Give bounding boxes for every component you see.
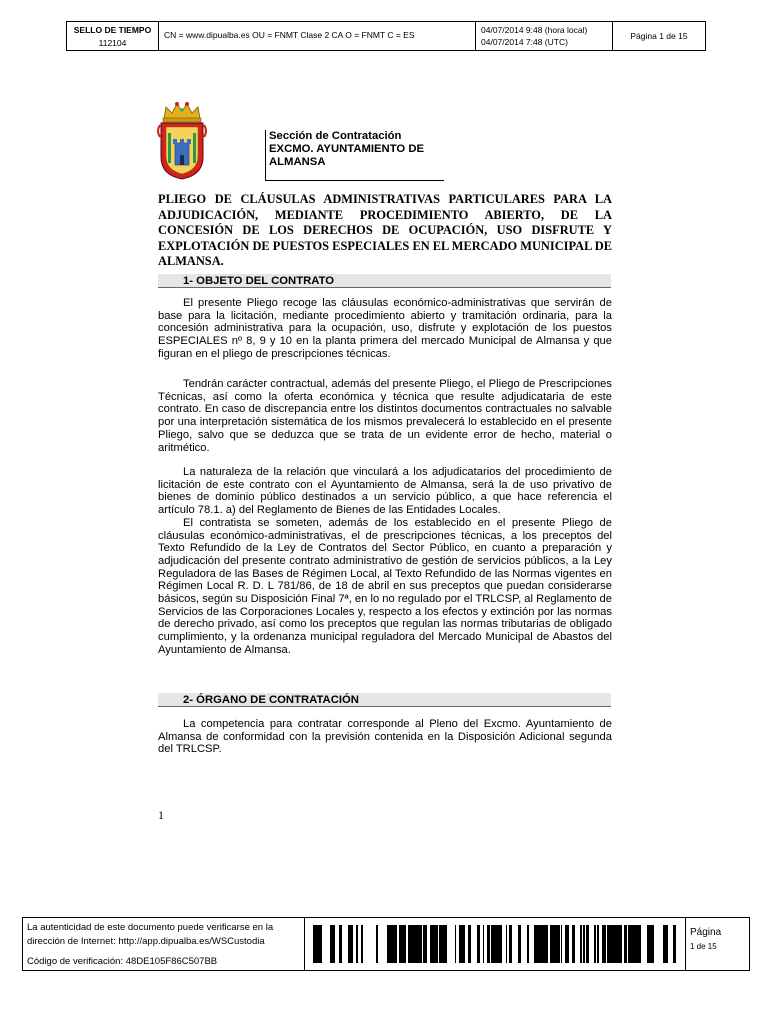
paragraph-text: El contratista se someten, además de los establecido en el presente Pliego de cláusulas económico-administrativas, el de prescripciones técnicas, a los preceptos del Texto Refundido de la Ley de Contratos del Sector Público, en cuanto a preparación y adjudicación del presente contrato administrativo de gestión de servicios públicos, a la Ley Reguladora de las Bases de Régimen Local, al Texto Refundido de las Normas vigentes en Régimen Local R. D. L 781/86, de 18 de abril en sus preceptos que puedan considerarse básicos, según su Disposición Final 7ª, en lo no regulado por el TRLCSP, al Reglamento de Servicios de las Corporaciones Locales y, respecto a los efectos y extinción por las normas de derecho privado, así como los preceptos que regulan las normas tributarias de obligado cumplimiento, y la ordenanza municipal reguladora del Mercado Municipal de Abastos del Ayuntamiento de Almansa. [158, 516, 612, 656]
barcode-bar [493, 925, 494, 963]
barcode-bar [647, 925, 650, 963]
barcode-bar [334, 925, 335, 963]
stamp-page: Página 1 de 15 [630, 31, 688, 41]
verification-footer [22, 917, 750, 971]
barcode-bar [518, 925, 521, 963]
barcode-bar [612, 925, 615, 963]
barcode-bar [673, 925, 674, 963]
barcode-bar [535, 925, 536, 963]
barcode-bar [572, 925, 575, 963]
barcode-bar [421, 925, 422, 963]
barcode-bar [419, 925, 421, 963]
barcode-bar [401, 925, 402, 963]
barcode-bar [439, 925, 440, 963]
barcode-bar [539, 925, 542, 963]
barcode-bar [587, 925, 589, 963]
stamp-time-local: 04/07/2014 9:48 (hora local) [481, 25, 588, 35]
barcode-cell [305, 918, 686, 970]
barcode-bar [487, 925, 488, 963]
barcode-bar [607, 925, 610, 963]
paragraph [158, 718, 612, 756]
barcode-bar [405, 925, 406, 963]
barcode-bar [665, 925, 668, 963]
barcode-bar [624, 925, 627, 963]
stamp-label: SELLO DE TIEMPO [73, 25, 152, 35]
barcode-bar [663, 925, 665, 963]
barcode-bar [319, 925, 322, 963]
stamp-number: 112104 [98, 38, 127, 48]
section-heading-organo: 2- ÓRGANO DE CONTRATACIÓN [158, 693, 611, 707]
verification-code: Código de verificación: 48DE105F86C507BB [27, 956, 218, 967]
barcode-image [311, 925, 677, 963]
barcode-bar [313, 925, 315, 963]
stamp-seal-cell [67, 22, 159, 50]
paragraph-text: El presente Pliego recoge las cláusulas económico-administrativas que servirán de base para la licitación, mediante procedimiento abierto y tramitación ordinaria, para la concesión administrativa para la ocupación, uso, disfrute y explotación de los puestos ESPECIALES nº 8, 9 y 10 en la planta primera del mercado Municipal de Almansa y que figuran en el pliego de prescripciones técnicas. [158, 297, 612, 360]
stamp-times [476, 22, 613, 50]
barcode-bar [455, 925, 456, 963]
stamp-time-utc: 04/07/2014 7:48 (UTC) [481, 37, 568, 47]
barcode-bar [436, 925, 438, 963]
paragraph [158, 378, 612, 454]
barcode-bar [483, 925, 484, 963]
paragraph [158, 297, 612, 361]
barcode-bar [423, 925, 425, 963]
barcode-bar [597, 925, 599, 963]
barcode-bar [566, 925, 569, 963]
barcode-bar [580, 925, 582, 963]
barcode-bar [499, 925, 502, 963]
paragraph-text: Tendrán carácter contractual, además del presente Pliego, el Pliego de Prescripciones Técnicas, así como la oferta económica y técnica que resulte adjudicataria de este contrato. En caso de discrepancia entre los distintos documentos contractuales no salvable por una interpretación sistemática de los mismos prevalecerá lo establecido en el presente Pliego, salvo que se deduzca que se trata de un evidente error de hecho, material o aritmético. [158, 378, 612, 454]
barcode-bar [356, 925, 358, 963]
barcode-bar [506, 925, 507, 963]
barcode-bar [561, 925, 562, 963]
stamp-cn: CN = www.dipualba.es OU = FNMT Clase 2 CA O = FNMT C = ES [159, 22, 476, 50]
barcode-bar [674, 925, 676, 963]
barcode-bar [527, 925, 529, 963]
barcode-bar [496, 925, 499, 963]
barcode-bar [395, 925, 397, 963]
barcode-bar [470, 925, 471, 963]
barcode-bar [463, 925, 465, 963]
barcode-bar [392, 925, 394, 963]
footer-page-label: Página [690, 927, 722, 938]
barcode-bar [331, 925, 334, 963]
barcode-bar [586, 925, 587, 963]
coat-of-arms-logo [156, 101, 208, 181]
barcode-bar [376, 925, 378, 963]
department-line-3: ALMANSA [269, 156, 326, 168]
barcode-bar [542, 925, 545, 963]
barcode-bar [350, 925, 353, 963]
barcode-bar [635, 925, 638, 963]
barcode-bar [629, 925, 632, 963]
barcode-bar [318, 925, 319, 963]
barcode-bar [433, 925, 436, 963]
barcode-bar [494, 925, 495, 963]
document-title: PLIEGO DE CLÁUSULAS ADMINISTRATIVAS PARTICULARES PARA LA ADJUDICACIÓN, MEDIANTE PROCEDIMIENTO ABIERTO, DE LA CONCESIÓN DE LOS DERECHOS DE OCUPACIÓN, USO DISFRUTE Y EXPLOTACIÓN DE PUESTOS ESPECIALES EN EL MERCADO MUNICIPAL DE ALMANSA. [158, 192, 612, 269]
barcode-bar [430, 925, 433, 963]
barcode-bar [394, 925, 395, 963]
paragraph-text: La naturaleza de la relación que vinculará a los adjudicatarios del procedimiento de licitación de este contrato con el Ayuntamiento de Almansa, será la de uso privativo de bienes de dominio público destinados a un servicio público, a que hace referencia el artículo 78.1. a) del Reglamento de Bienes de las Entidades Locales. [158, 466, 612, 517]
barcode-bar [315, 925, 318, 963]
barcode-bar [387, 925, 390, 963]
verification-line-2: dirección de Internet: http://app.dipualba.es/WSCustodia [27, 936, 265, 947]
verification-line-1: La autenticidad de este documento puede verificarse en la [27, 922, 274, 933]
barcode-bar [442, 925, 445, 963]
barcode-bar [546, 925, 548, 963]
barcode-bar [619, 925, 622, 963]
department-header [265, 130, 444, 181]
barcode-bar [555, 925, 558, 963]
barcode-bar [610, 925, 612, 963]
barcode-bar [440, 925, 442, 963]
barcode-bar [361, 925, 363, 963]
department-line-2: EXCMO. AYUNTAMIENTO DE [269, 143, 425, 155]
paragraph-text: La competencia para contratar corresponde al Pleno del Excmo. Ayuntamiento de Almansa de conformidad con la previsión contenida en la Disposición Adicional segunda del TRLCSP. [158, 718, 612, 756]
barcode-bar [412, 925, 415, 963]
barcode-bar [553, 925, 554, 963]
barcode-bar [628, 925, 629, 963]
barcode-bar [534, 925, 535, 963]
barcode-bar [402, 925, 405, 963]
barcode-bar [583, 925, 585, 963]
barcode-bar [415, 925, 416, 963]
barcode-bar [488, 925, 490, 963]
barcode-bar [653, 925, 654, 963]
barcode-bar [399, 925, 401, 963]
barcode-bar [550, 925, 553, 963]
barcode-bar [468, 925, 470, 963]
barcode-bar [425, 925, 426, 963]
barcode-bar [558, 925, 560, 963]
barcode-bar [565, 925, 566, 963]
barcode-bar [602, 925, 603, 963]
paragraph [158, 466, 612, 657]
barcode-bar [426, 925, 427, 963]
barcode-bar [617, 925, 619, 963]
barcode-bar [509, 925, 512, 963]
department-line-1: Sección de Contratación [269, 130, 402, 142]
footer-page-cell [686, 918, 749, 970]
barcode-bar [615, 925, 617, 963]
barcode-bar [638, 925, 641, 963]
barcode-bar [632, 925, 635, 963]
barcode-bar [411, 925, 412, 963]
barcode-bar [390, 925, 392, 963]
barcode-bar [491, 925, 493, 963]
barcode-bar [460, 925, 463, 963]
barcode-bar [603, 925, 606, 963]
barcode-bar [348, 925, 350, 963]
barcode-bar [650, 925, 653, 963]
barcode-bar [416, 925, 419, 963]
barcode-bar [477, 925, 480, 963]
barcode-bar [339, 925, 342, 963]
barcode-bar [445, 925, 447, 963]
section-heading-objeto: 1- OBJETO DEL CONTRATO [158, 274, 611, 288]
time-stamp-table [66, 21, 706, 51]
barcode-bar [495, 925, 496, 963]
barcode-bar [554, 925, 555, 963]
barcode-bar [330, 925, 331, 963]
barcode-bar [459, 925, 460, 963]
footer-page-of: 1 de 15 [690, 942, 717, 951]
barcode-bar [545, 925, 546, 963]
barcode-bar [536, 925, 539, 963]
barcode-bar [408, 925, 411, 963]
page-number: 1 [158, 808, 164, 822]
verification-text [23, 918, 305, 970]
barcode-bar [594, 925, 596, 963]
